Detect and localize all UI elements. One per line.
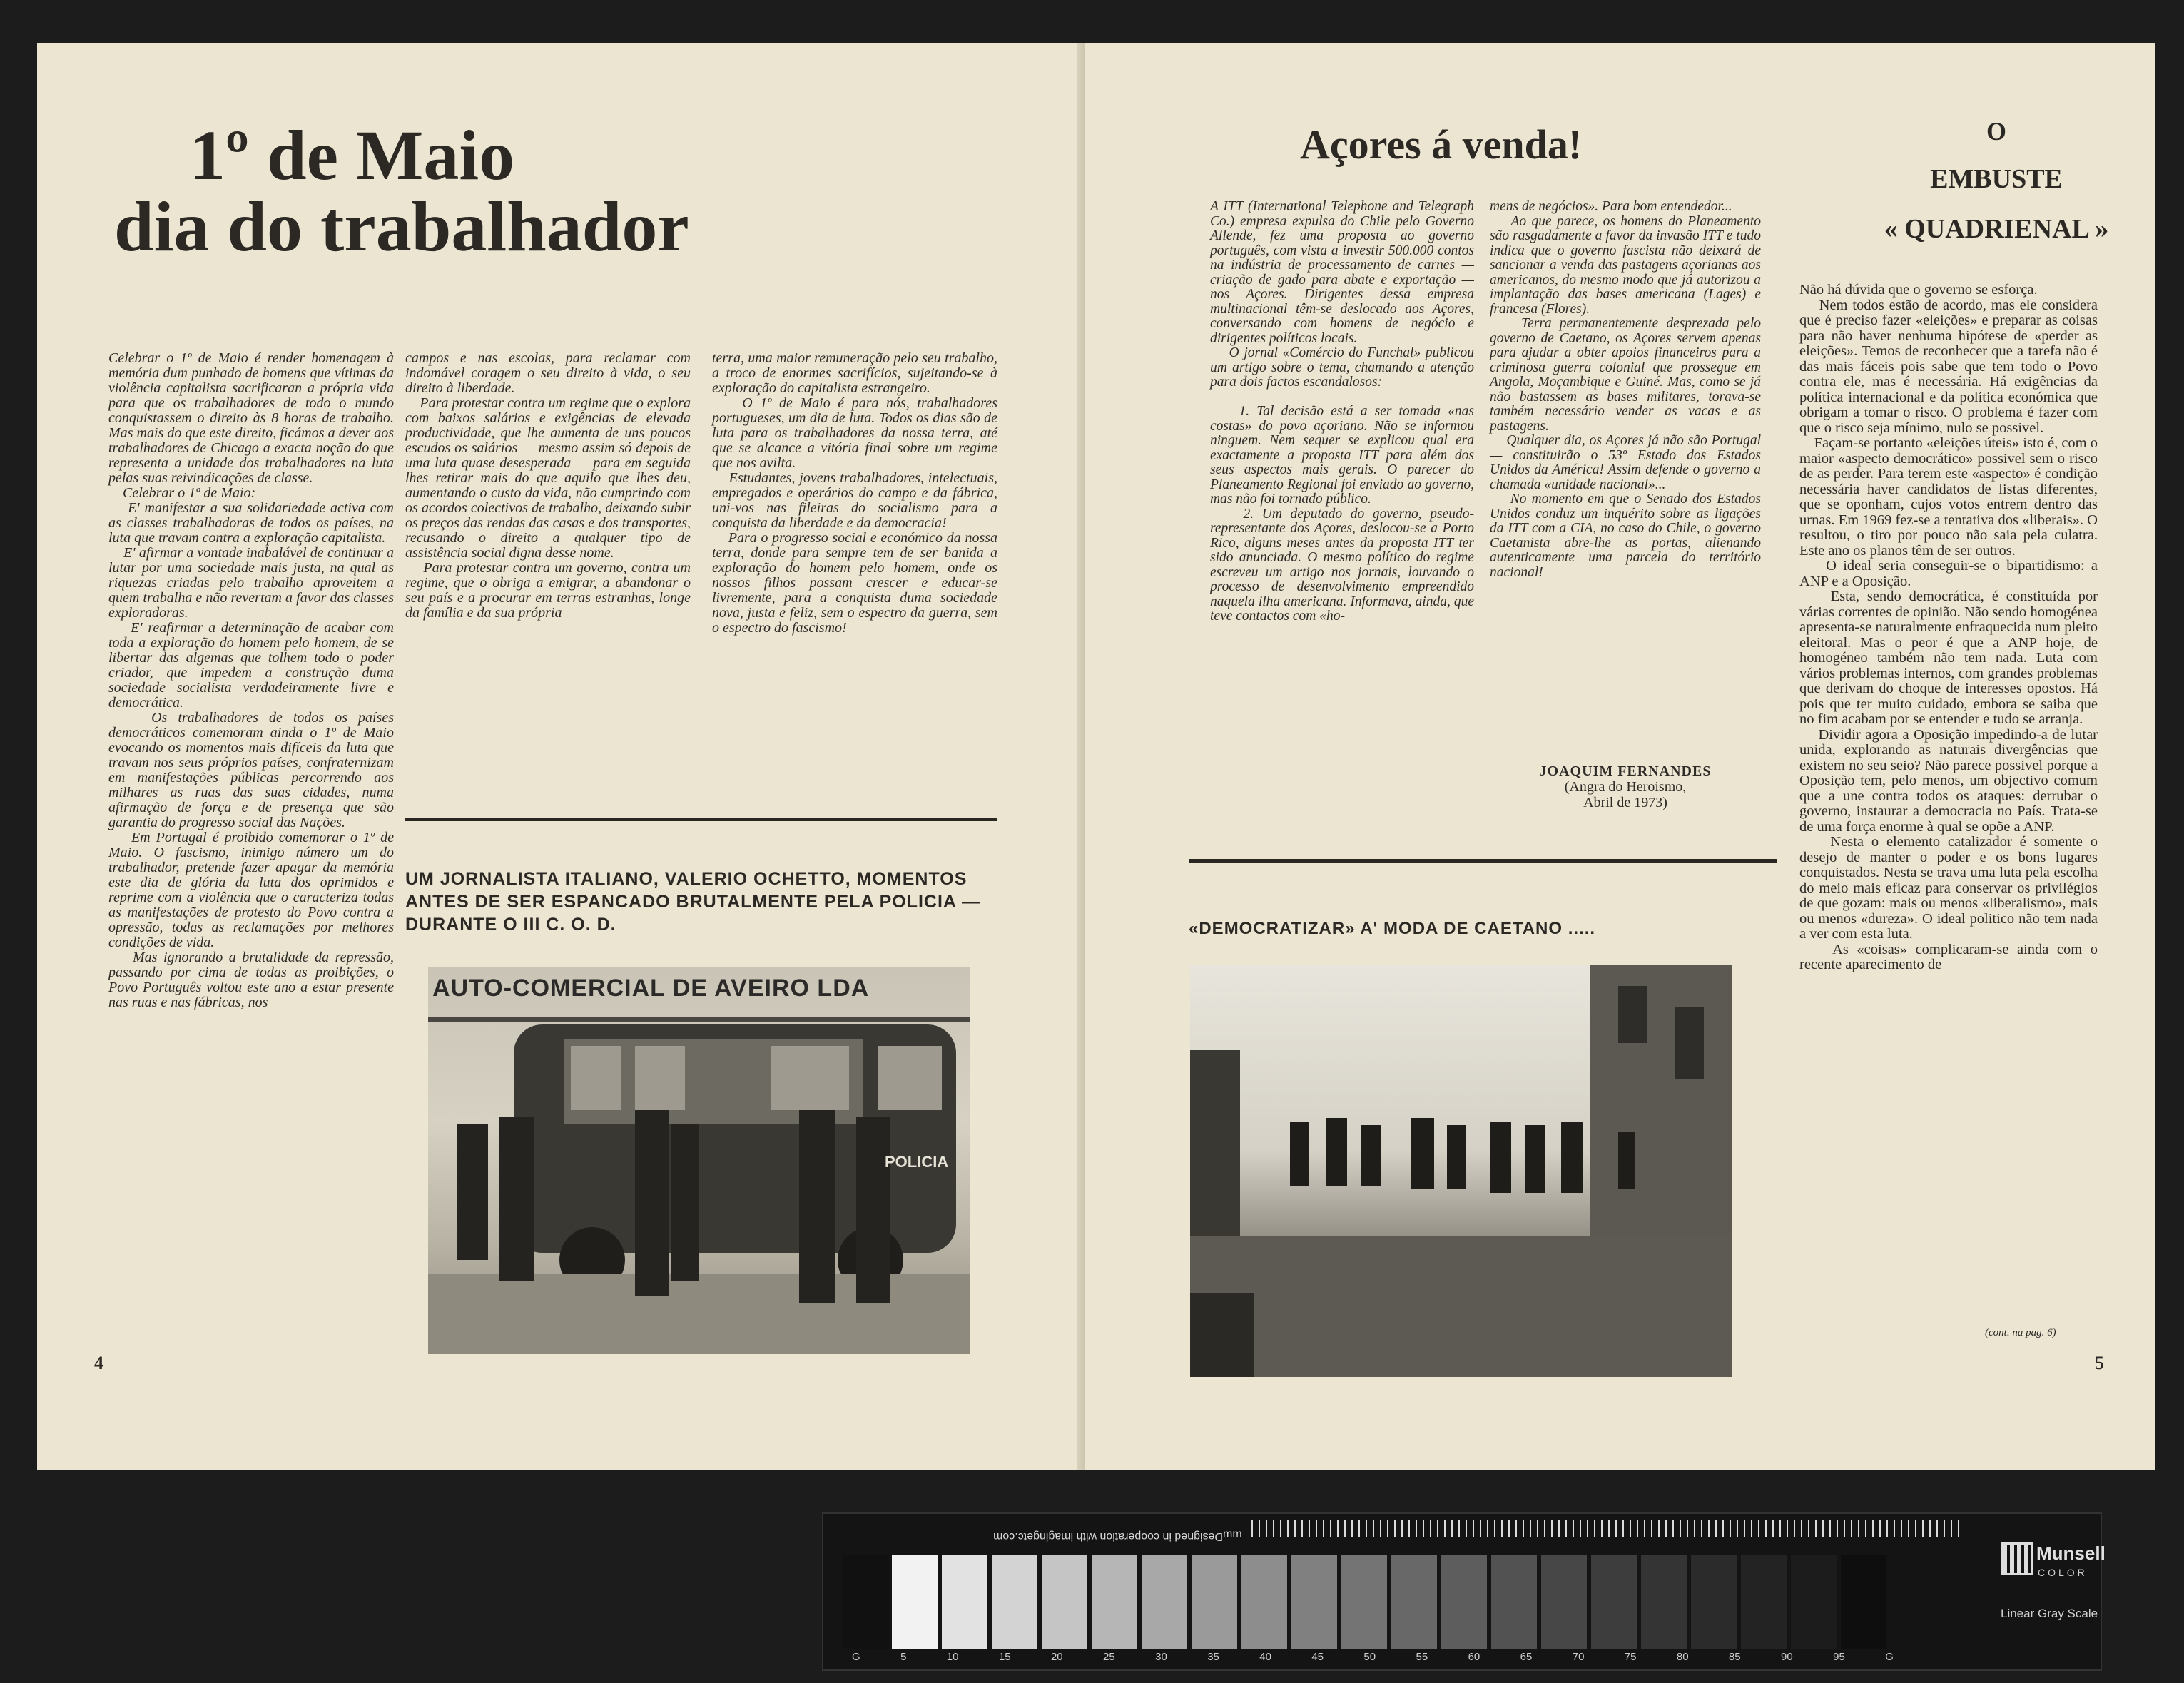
patch-17	[1741, 1555, 1787, 1649]
patch-1	[942, 1555, 987, 1649]
patch-9	[1341, 1555, 1387, 1649]
street-photo	[1190, 965, 1732, 1377]
patch-label: 15	[998, 1651, 1011, 1663]
democratizar-caption: «DEMOCRATIZAR» A' MODA DE CAETANO .....	[1189, 919, 1596, 938]
patch-label: 30	[1155, 1651, 1167, 1663]
photo-sign: AUTO-COMERCIAL DE AVEIRO LDA	[432, 975, 870, 1002]
signature-date: Abril de 1973)	[1583, 795, 1667, 810]
patch-13	[1541, 1555, 1587, 1649]
signature-block	[1490, 763, 1761, 810]
patch-14	[1591, 1555, 1637, 1649]
patch-label: 90	[1781, 1651, 1793, 1663]
scale-name: Linear Gray Scale	[2001, 1607, 2098, 1620]
patch-18	[1791, 1555, 1837, 1649]
patch-label: 20	[1050, 1651, 1063, 1663]
embuste-column: Não há dúvida que o governo se esforça. Nem todos estão de acordo, mas ele considera que é preciso fazer «eleições» e preparar as coisas para não haver nenhuma hipótese de «perder as eleições». Temos de reconhecer que a tarefa não é das mais fáceis pois sabe que tem todo o Povo contra ele, mas é necessária. Há exigências da política internacional e da política económica que obrigam a tomar o risco. O problema é fazer com que o risco seja mínimo, nulo se possivel. Façam-se portanto «eleições úteis» isto é, com o maior «aspecto democrático» possivel sem o risco de as perder. Para terem este «aspecto» é condição necessária haver candidatos de listas diferentes, que se oponham, cujos votos entrem dentro das urnas. Em 1969 fez-se a tentativa dos «liberais». O resultou, o tiro por pouco não saia pela culatra. Este ano os planos têm de ser outros. O ideal seria conseguir-se o bipartidismo: a ANP e a Oposição. Esta, sendo democrática, é constituída por várias correntes de opinião. Não sendo homogénea apresenta-se naturalmente enfraquecida num pleito eleitoral. Mas o peor é que a ANP hoje, de homogéneo também não tem nada. Luta com vários problemas internos, com grandes problemas que derivam do choque de interesses opostos. Há pois que ter muito cuidado, embora se saiba que no fim acabam por se entender e tudo se arranja. Dividir agora a Oposição impedindo-a de lutar unida, explorando as naturais divergências que existem no seu seio? Não parece possivel porque a Oposição tem, pelo menos, um objectivo comum que a une contra todos os ataques: derrubar o governo, instaurar a democracia no País. Trata-se de uma força enorme à qual se opõe a ANP. Nesta o elemento catalizador é somente o desejo de manter o poder e os bons lugares conquistados. Nesta se trava uma luta pela escolha do meio mais eficaz para conservar os privilégios de que gozam: mais ou menos «liberalismo», mais ou menos «dureza». O ideal politico não tem nada a ver com esta luta. As «coisas» complicaram-se ainda com o recente aparecimento de	[1799, 282, 2098, 972]
photo-caption: UM JORNALISTA ITALIANO, VALERIO OCHETTO, MOMENTOS ANTES DE SER ESPANCADO BRUTALMENTE PELA POLICIA — DURANTE O III C. O. D.	[405, 869, 980, 935]
signature-name: JOAQUIM FERNANDES	[1539, 763, 1712, 779]
continued-note: (cont. na pag. 6)	[1985, 1327, 2056, 1338]
patch-label: 60	[1468, 1651, 1480, 1663]
patch-labels	[852, 1651, 1894, 1663]
patch-5	[1142, 1555, 1187, 1649]
article-column-3: terra, uma maior remuneração pelo seu trabalho, a troco de enormes sacrifícios, sujeitando-se à exploração do capitalista estrangeiro. O 1º de Maio é para nós, trabalhadores portugueses, um dia de luta. Todos os dias são de luta para os trabalhadores da nossa terra, até que se alcance a vitória final sobre um regime que nos avilta. Estudantes, jovens trabalhadores, intelectuais, empregados e operários do campo e da fábrica, uni-vos nas fileiras do socialismo para a conquista da liberdade e da democracia! Para o progresso social e económico da nossa terra, donde para sempre tem de ser banida a exploração do homem pelo homem, onde os nossos filhos possam crescer e educar-se livremente, para a conquista duma sociedade nova, justa e feliz, sem o espectro da guerra, sem o espectro do fascismo!	[712, 350, 998, 636]
patch-black-right	[1841, 1555, 1886, 1649]
signature-place: (Angra do Heroismo,	[1564, 779, 1687, 795]
patch-3	[1042, 1555, 1087, 1649]
mm-label: mm	[1223, 1528, 1242, 1540]
patch-label: 35	[1207, 1651, 1219, 1663]
card-header-text: Designed in cooperation with imagingetc.com	[993, 1530, 1223, 1542]
right-page	[1085, 43, 2155, 1470]
street-scene-drawing	[1190, 965, 1732, 1377]
acores-column-2: mens de negócios». Para bom entendedor... Ao que parece, os homens do Planeamento são rasgadamente a favor da invasão ITT e tudo indica que o governo fascista não deixará de sancionar a venda das pastagens açorianas aos americanos, do mesmo modo que já autorizou a implantação das bases americana (Lages) e francesa (Flores). Terra permanentemente desprezada pelo governo de Caetano, os Açores servem apenas para ajudar a obter apoios financeiros para a criminosa guerra colonial que prossegue em Angola, Moçambique e Guiné. Mas, como se já não bastassem as bases militares, torava-se também necessário vender as vacas e as pastagens. Qualquer dia, os Açores já não são Portugal — constituirão o 53º Estado dos Estados Unidos da América! Assim defende o governo a chamada «unidade nacional»... No momento em que o Senado dos Estados Unidos conduz um inquérito sobre as ligações da ITT com a CIA, no caso do Chile, o governo Caetanista abre-lhe as portas, alienando autenticamente uma parcela do território nacional!	[1490, 199, 1762, 580]
patch-label: 40	[1259, 1651, 1271, 1663]
page-number-right: 5	[2095, 1353, 2104, 1373]
patch-11	[1441, 1555, 1487, 1649]
right-section-rule	[1189, 859, 1777, 863]
acores-column-1: A ITT (International Telephone and Telegraph Co.) empresa expulsa do Chile pelo Governo Allende, fez uma proposta ao governo português, com vista a investir 500.000 contos na indústria de processamento de carnes — criação de gado para abate e exportação — nos Açores. Dirigentes dessa empresa multinacional têm-se deslocado aos Açores, conversando com homens de negócio e dirigentes políticos locais. O jornal «Comércio do Funchal» publicou um artigo sobre o tema, chamando a atenção para dois factos escandalosos: 1. Tal decisão está a ser tomada «nas costas» do povo açoriano. Não se informou ninguem. Nem sequer se explicou qual era exactamente a proposta ITT para além dos seus aspectos mais gerais. O parecer do Planeamento Regional foi enviado ao governo, mas não foi tornado público. 2. Um deputado do governo, pseudo-representante dos Açores, deslocou-se a Porto Rico, alguns meses antes da proposta ITT ter sido anunciada. O mesmo político do regime escreveu um artigo nos jornais, louvando o processo de desenvolvimento empreendido naquela ilha americana. Informava, ainda, que teve contactos com «ho-	[1210, 199, 1475, 624]
patch-label: 25	[1103, 1651, 1115, 1663]
embuste-title-2: EMBUSTE	[1930, 164, 2063, 194]
patch-label: 70	[1572, 1651, 1585, 1663]
patch-8	[1291, 1555, 1337, 1649]
van-label: POLICIA	[885, 1153, 949, 1171]
patch-label: G	[852, 1651, 860, 1663]
patch-black-left	[843, 1555, 889, 1649]
patch-label: 80	[1676, 1651, 1689, 1663]
title-line-2: dia do trabalhador	[114, 187, 689, 266]
police-photo	[428, 967, 970, 1354]
ruler	[1251, 1520, 1965, 1537]
patch-16	[1691, 1555, 1737, 1649]
munsell-logo	[2001, 1542, 2033, 1575]
patch-4	[1092, 1555, 1137, 1649]
patch-label: 55	[1416, 1651, 1428, 1663]
gray-scale-card	[822, 1512, 2106, 1671]
embuste-title-3: « QUADRIENAL »	[1884, 214, 2109, 244]
left-page	[37, 43, 1107, 1470]
patch-7	[1241, 1555, 1287, 1649]
patch-12	[1491, 1555, 1537, 1649]
patch-10	[1391, 1555, 1437, 1649]
title-line-1: 1º de Maio	[190, 116, 515, 195]
article-column-2: campos e nas escolas, para reclamar com indomável coragem o seu direito à vida, o seu direito à liberdade. Para protestar contra um regime que o explora com baixos salários e exigências de elevada productividade, que lhe aumenta de uns poucos escudos os salários — mesmo assim só depois de uma luta quase desesperada — para em seguida lhes retirar mais do que aquilo que lhes deu, aumentando o custo da vida, não cumprindo com os acordos colectivos de trabalho, deixando subir os preços das rendas das casas e dos transportes, recusando o direito a qualquer tipo de assistência social digna desse nome. Para protestar contra um governo, contra um regime, que o obriga a emigrar, a abandonar o seu país e a procurar em terras estranhas, longe da família e da sua própria	[405, 350, 691, 621]
patch-g0	[892, 1555, 938, 1649]
article-column-1: Celebrar o 1º de Maio é render homenagem à memória dum punhado de homens que vítimas da violência capitalista sacrificaran a própria vida para que os trabalhadores de todo o mundo conquistassem o direito às 8 horas de trabalho. Mas mais do que este direito, ficámos a dever aos trabalhadores de Chicago a exacta noção do que representa a unidade dos trabalhadores na luta pelas suas reivindicações de classe. Celebrar o 1º de Maio: E' manifestar a sua solidariedade activa com as classes trabalhadoras de todos os países, na luta que travam contra a exploração capitalista. E' afirmar a vontade inabalável de continuar a lutar por uma sociedade mais justa, na qual as riquezas criadas pelo trabalho aproveitem a quem trabalha e não revertam a favor das classes exploradoras. E' reafirmar a determinação de acabar com toda a exploração do homem pelo homem, de se libertar das algemas que tolhem todo o poder criador, que impedem a construção duma sociedade socialista verdadeiramente livre e democrática. Os trabalhadores de todos os países democráticos comemoram ainda o 1º de Maio evocando os momentos mais difíceis da luta que travam nos seus próprios países, confraternizam em manifestações públicas percorrendo aos milhares as ruas das suas cidades, numa afirmação de força e de presença que são garantia do progresso social das Nações. Em Portugal é proibido comemorar o 1º de Maio. O fascismo, inimigo número um do trabalhador, pretende fazer apagar da memória este dia de glória da luta dos oprimidos e reprime com a violência que o caracteriza todas as manifestações de protesto do Povo contra a opressão, todas as reclamações por melhores condições de vida. Mas ignorando a brutalidade da repressão, passando por cima de todas as proibições, o Povo Português voltou este ano a estar presente nas ruas e nas fábricas, nos	[108, 350, 395, 1010]
embuste-title-1: O	[1986, 117, 2006, 146]
section-rule	[405, 818, 997, 821]
page-number-left: 4	[94, 1353, 103, 1373]
patch-label: 10	[946, 1651, 959, 1663]
munsell-brand: Munsell	[2036, 1542, 2106, 1564]
patch-label: 85	[1728, 1651, 1741, 1663]
patch-2	[992, 1555, 1037, 1649]
patch-label: 50	[1363, 1651, 1376, 1663]
munsell-brand-sub: COLOR	[2038, 1567, 2088, 1578]
patch-label: 5	[900, 1651, 907, 1663]
patch-15	[1641, 1555, 1687, 1649]
patch-label: 75	[1624, 1651, 1637, 1663]
patch-label: 65	[1520, 1651, 1533, 1663]
patch-label: 45	[1311, 1651, 1324, 1663]
acores-title: Açores á venda!	[1300, 121, 1583, 168]
patch-label: G	[1885, 1651, 1894, 1663]
patch-6	[1192, 1555, 1237, 1649]
patch-label: 95	[1833, 1651, 1845, 1663]
